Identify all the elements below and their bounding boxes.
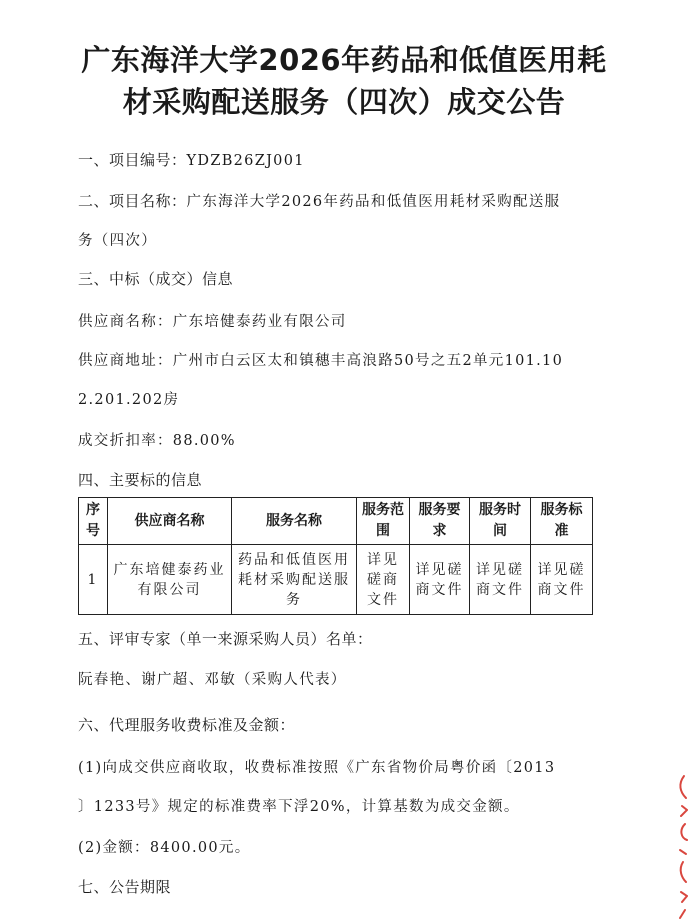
header-service-name: 服务名称	[232, 498, 357, 545]
cell-service-name: 药品和低值医用耗材采购配送服务	[232, 545, 357, 615]
supplier-address-line: 供应商地址：广州市白云区太和镇穗丰高浪路50号之五2单元101.10	[78, 353, 564, 369]
notice-period-heading: 七、公告期限	[78, 878, 172, 896]
supplier-address-continued: 2.201.202房	[78, 392, 180, 408]
header-supplier-name: 供应商名称	[108, 498, 232, 545]
project-number-line	[78, 149, 305, 170]
header-service-scope: 服务范围	[357, 498, 410, 545]
header-serial: 序号	[79, 498, 108, 545]
table-row	[79, 545, 593, 615]
fee-item-1-line: (1)向成交供应商收取，收费标准按照《广东省物价局粤价函〔2013	[78, 760, 556, 776]
fee-item-1-continued: 〕1233号》规定的标准费率下浮20%，计算基数为成交金额。	[78, 799, 520, 815]
red-seal-stamp	[672, 770, 688, 924]
notice-title-line-1: 广东海洋大学2026年药品和低值医用耗	[81, 43, 607, 77]
notice-title-line-2: 材采购配送服务（四次）成交公告	[122, 85, 566, 119]
agency-fee-heading: 六、代理服务收费标准及金额：	[78, 716, 296, 734]
main-subject-table	[78, 497, 593, 615]
cell-service-standard: 详见磋商文件	[531, 545, 593, 615]
project-name-value: 广东海洋大学2026年药品和低值医用耗材采购配送服	[186, 194, 561, 210]
cell-service-requirement: 详见磋商文件	[410, 545, 470, 615]
project-name-continued: 务（四次）	[78, 233, 157, 249]
cell-service-scope: 详见磋商文件	[357, 545, 410, 615]
project-number-value: YDZB26ZJ001	[186, 153, 305, 169]
supplier-name-line: 供应商名称：广东培健泰药业有限公司	[78, 314, 347, 330]
cell-service-time: 详见磋商文件	[470, 545, 531, 615]
header-service-standard: 服务标准	[531, 498, 593, 545]
experts-heading: 五、评审专家（单一来源采购人员）名单：	[78, 630, 373, 648]
experts-list: 阮春艳、谢广超、邓敏（采购人代表）	[78, 672, 347, 688]
award-info-heading: 三、中标（成交）信息	[78, 270, 234, 288]
discount-rate-line: 成交折扣率：88.00%	[78, 433, 236, 449]
project-name-heading: 二、项目名称：	[78, 192, 187, 210]
table-header-row	[79, 498, 593, 545]
header-service-requirement: 服务要求	[410, 498, 470, 545]
seal-fragment-icon	[672, 770, 688, 924]
header-service-time: 服务时间	[470, 498, 531, 545]
project-number-heading: 一、项目编号：	[78, 151, 187, 169]
cell-serial: 1	[79, 545, 108, 615]
main-subject-heading: 四、主要标的信息	[78, 471, 203, 489]
project-name-line	[78, 190, 560, 211]
fee-item-2-line: (2)金额：8400.00元。	[78, 840, 251, 856]
cell-supplier-name: 广东培健泰药业有限公司	[108, 545, 232, 615]
